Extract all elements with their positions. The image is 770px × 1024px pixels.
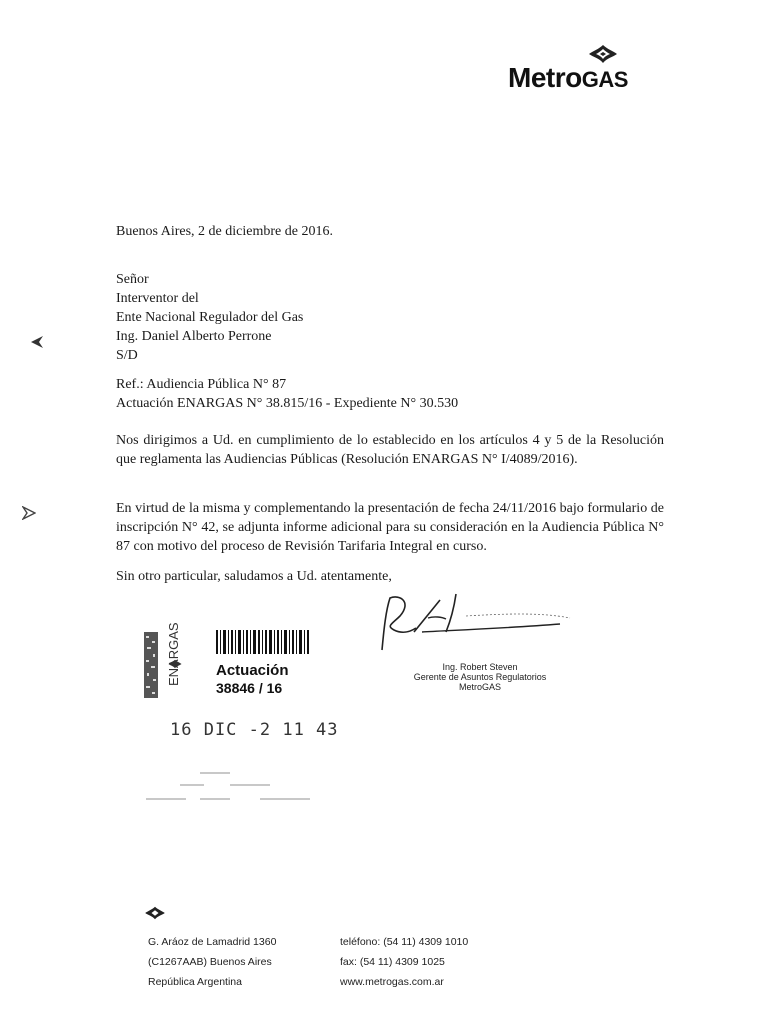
footer-address	[148, 932, 276, 992]
footer-contact	[340, 932, 468, 992]
brand-wordmark	[508, 62, 628, 94]
signer-company: MetroGAS	[458, 682, 501, 692]
signature-caption	[390, 662, 570, 692]
barcode	[216, 630, 314, 654]
signer-name: Ing. Robert Steven	[442, 662, 518, 672]
stamp-label: Actuación	[216, 662, 289, 679]
margin-mark-icon	[30, 335, 44, 349]
reference-line: Ref.: Audiencia Pública N° 87	[116, 377, 287, 392]
footer-flame-icon	[144, 906, 166, 920]
metrogas-flame-icon	[588, 44, 618, 64]
handwritten-signature	[370, 588, 580, 658]
brand-logo	[508, 44, 668, 100]
recipient-block	[116, 270, 303, 365]
footer-address-line: G. Aráoz de Lamadrid 1360	[148, 936, 277, 948]
footer-phone: teléfono: (54 11) 4309 1010	[340, 936, 469, 948]
body-paragraph-2: En virtud de la misma y complementando la presentación de fecha 24/11/2016 bajo formulario de inscripción N° 42, se adjunta informe adicional para su consideración en la Audiencia Pública N° 87 con motivo del proceso de Revisión Tarifaria Integral en curso.	[116, 501, 664, 554]
footer-fax: fax: (54 11) 4309 1025	[340, 956, 445, 968]
closing-line: Sin otro particular, saludamos a Ud. atentamente,	[116, 569, 392, 584]
recipient-line: Interventor del	[116, 291, 199, 306]
signature-block	[370, 588, 580, 708]
signer-title: Gerente de Asuntos Regulatorios	[413, 672, 547, 682]
recipient-line: Señor	[116, 272, 149, 287]
brand-name-part2: GAS	[581, 67, 628, 92]
footer-address-line: (C1267AAB) Buenos Aires	[148, 956, 272, 968]
received-date-stamp: 16 DIC -2 11 43	[170, 720, 339, 740]
recipient-line: Ente Nacional Regulador del Gas	[116, 310, 304, 325]
stamp-sidebar-pattern	[144, 632, 158, 698]
stamp-number: 38846 / 16	[216, 680, 283, 696]
date-line: Buenos Aires, 2 de diciembre de 2016.	[116, 224, 333, 239]
recipient-line: Ing. Daniel Alberto Perrone	[116, 329, 272, 344]
footer-address-line: República Argentina	[148, 976, 242, 988]
recipient-line: S/D	[116, 348, 138, 363]
receipt-stamp	[144, 622, 324, 700]
faint-stamp-marks	[140, 770, 320, 810]
reference-block	[116, 375, 458, 413]
brand-name-part1: Metro	[508, 62, 582, 93]
margin-mark-icon	[22, 506, 36, 520]
body-paragraph-1: Nos dirigimos a Ud. en cumplimiento de lo establecido en los artículos 4 y 5 de la Resolución que reglamenta las Audiencias Públicas (Resolución ENARGAS N° I/4089/2016).	[116, 433, 664, 467]
footer-website: www.metrogas.com.ar	[340, 976, 444, 988]
reference-line: Actuación ENARGAS N° 38.815/16 - Expediente N° 30.530	[116, 396, 459, 411]
stamp-org: ENARGAS	[166, 622, 181, 686]
